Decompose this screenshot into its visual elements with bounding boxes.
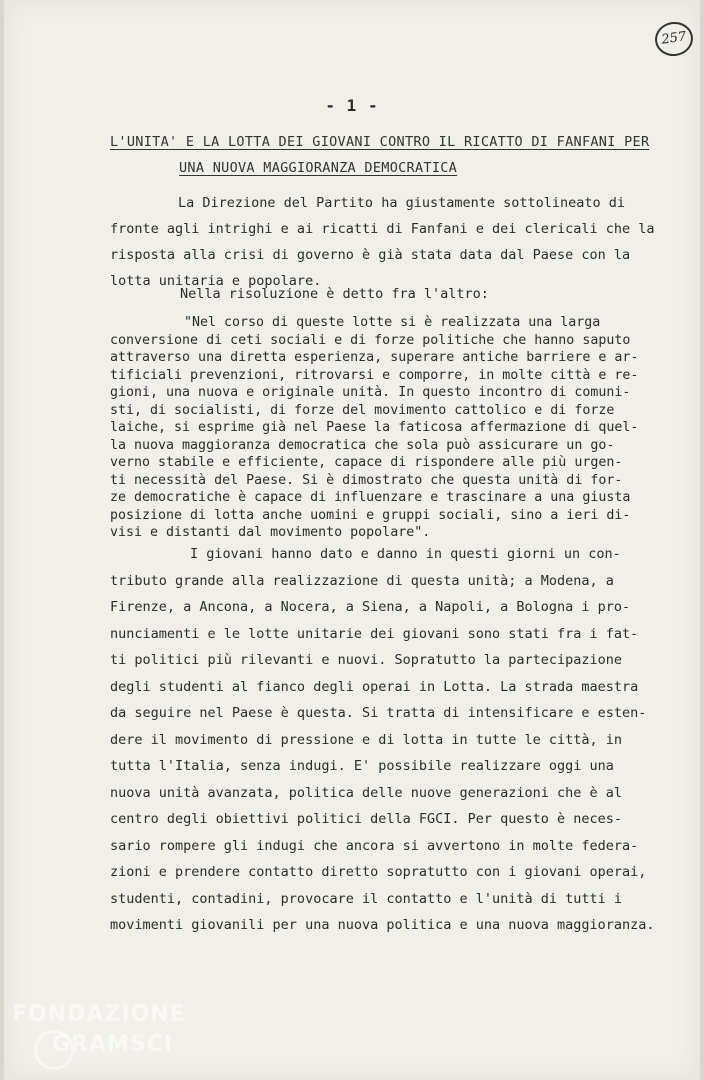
text-line: "Nel corso di queste lotte si è realizzata una larga xyxy=(184,315,601,330)
document-title-line-1: L'UNITA' E LA LOTTA DEI GIOVANI CONTRO IL RICATTO DI FANFANI PER xyxy=(110,134,650,150)
text-line: lotta unitaria e popolare. xyxy=(110,273,322,289)
text-line: Firenze, a Ancona, a Nocera, a Siena, a Napoli, a Bologna i pro- xyxy=(110,599,631,615)
text-line: visi e distanti dal movimento popolare". xyxy=(110,525,431,540)
quoted-resolution xyxy=(110,314,670,542)
text-line: verno stabile e efficiente, capace di rispondere alle più urgen- xyxy=(110,455,623,470)
text-line: laiche, si esprime già nel Paese la faticosa affermazione di quel- xyxy=(110,420,639,435)
text-line: fronte agli intrighi e ai ricatti di Fanfani e dei clericali che la xyxy=(110,221,655,237)
text-line: sti, di socialisti, di forze del movimento cattolico e di forze xyxy=(110,402,615,418)
text-line: nunciamenti e le lotte unitarie dei giovani sono stati fra i fat- xyxy=(110,625,639,642)
text-line: studenti, contadini, provocare il contatto e l'unità di tutti i xyxy=(110,890,623,907)
text-line: la nuova maggioranza democratica che sola può assicurare un go- xyxy=(110,437,615,453)
text-line: ti politici più rilevanti e nuovi. Sopratutto la partecipazione xyxy=(110,652,623,668)
watermark xyxy=(12,1000,186,1060)
document-page xyxy=(4,0,700,1080)
page-number: - 1 - xyxy=(325,96,379,115)
quote-lead-in: Nella risoluzione è detto fra l'altro: xyxy=(180,286,489,302)
text-line: dere il movimento di pressione e di lotta in tutte le città, in xyxy=(110,731,623,748)
text-line: risposta alla crisi di governo è già stata data dal Paese con la xyxy=(110,247,631,263)
text-line: tributo grande alla realizzazione di questa unità; a Modena, a xyxy=(110,572,614,589)
text-line: La Direzione del Partito ha giustamente sottolineato di xyxy=(178,195,626,211)
text-line: da seguire nel Paese è questa. Si tratta di intensificare e esten- xyxy=(110,705,647,721)
watermark-line-1: FONDAZIONE xyxy=(12,1002,186,1027)
text-line: degli studenti al fianco degli operai in Lotta. La strada maestra xyxy=(110,678,639,695)
text-line: posizione di lotta anche uomini e gruppi sociali, sino a ieri di- xyxy=(110,507,631,523)
watermark-line-2: GRAMSCI xyxy=(52,1032,174,1057)
text-line: gioni, una nuova e originale unità. In questo incontro di comuni- xyxy=(110,385,631,400)
text-line: centro degli obiettivi politici della FGCI. Per questo è neces- xyxy=(110,811,623,827)
document-title-line-2: UNA NUOVA MAGGIORANZA DEMOCRATICA xyxy=(179,160,458,176)
text-line: I giovani hanno dato e danno in questi giorni un con- xyxy=(190,546,621,562)
text-line: tutta l'Italia, senza indugi. E' possibile realizzare oggi una xyxy=(110,758,614,774)
text-line: sario rompere gli indugi che ancora si avvertono in molte federa- xyxy=(110,837,639,854)
paragraph-2 xyxy=(110,541,670,939)
text-line: tificiali prevenzioni, ritrovarsi e comporre, in molte città e re- xyxy=(110,367,639,383)
text-line: ze democratiche è capace di influenzare e trascinare a una giusta xyxy=(110,490,631,505)
text-line: nuova unità avanzata, politica delle nuove generazioni che è al xyxy=(110,784,623,801)
archive-page-stamp: 257 xyxy=(653,20,695,59)
text-line: attraverso una diretta esperienza, superare antiche barriere e ar- xyxy=(110,350,639,365)
text-line: zioni e prendere contatto diretto sopratutto con i giovani operai, xyxy=(110,864,647,880)
paragraph-1 xyxy=(110,190,670,294)
text-line: movimenti giovanili per una nuova politica e una nuova maggioranza. xyxy=(110,917,655,933)
text-line: conversione di ceti sociali e di forze politiche che hanno saputo xyxy=(110,332,631,348)
text-line: ti necessità del Paese. Si è dimostrato che questa unità di for- xyxy=(110,472,623,488)
